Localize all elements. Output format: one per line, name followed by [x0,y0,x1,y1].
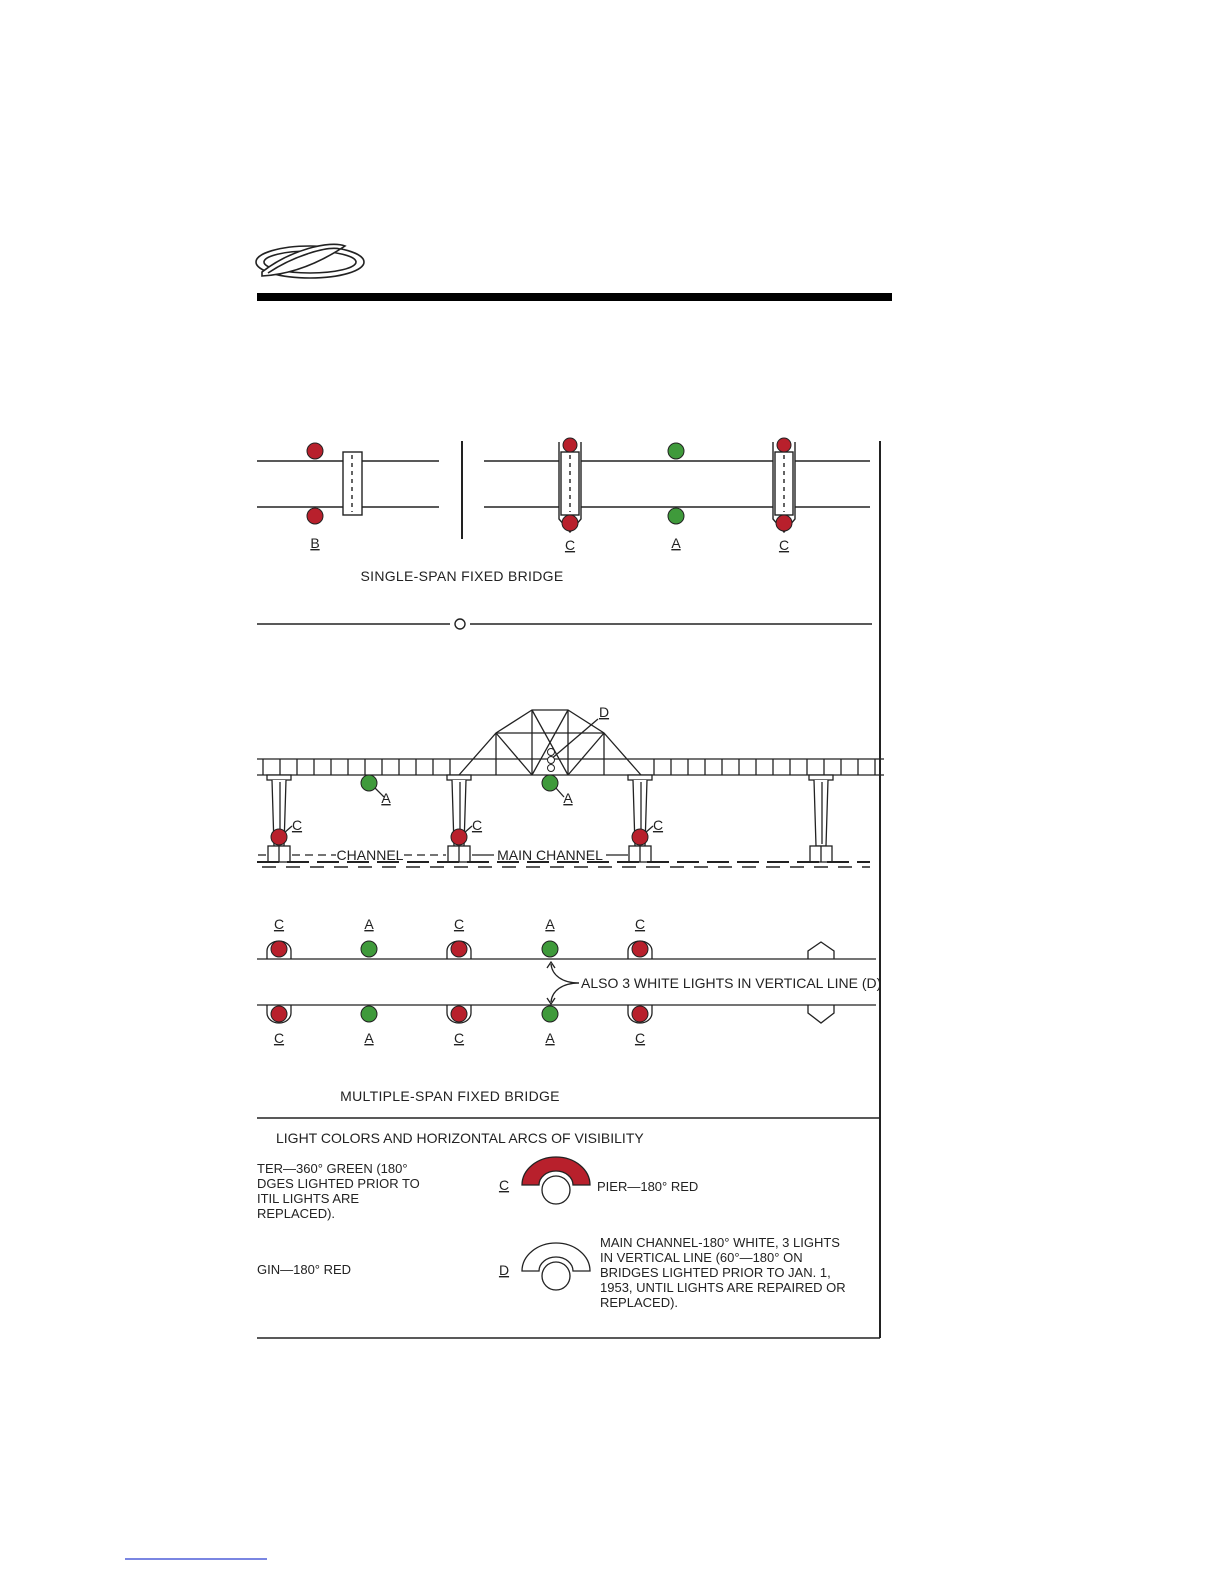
red-light [632,1006,648,1022]
legend-d-line: BRIDGES LIGHTED PRIOR TO JAN. 1, [600,1265,831,1280]
legend-d-line: MAIN CHANNEL-180° WHITE, 3 LIGHTS [600,1235,840,1250]
plan-note: ALSO 3 WHITE LIGHTS IN VERTICAL LINE (D) [581,975,882,991]
legend-d-line: REPLACED). [600,1295,679,1310]
red-light [632,829,648,845]
label-c: C [291,817,303,833]
label-d: D [598,704,610,720]
green-light [361,775,377,791]
red-light [451,829,467,845]
legend-frame [257,1118,880,1338]
channel-label: CHANNEL [336,847,404,863]
red-light [307,508,323,524]
label-a: A [671,535,681,551]
label-a: A [381,790,391,806]
section-divider [257,619,872,629]
main-channel-label: MAIN CHANNEL [497,847,603,863]
plan-top-label: C [273,916,285,932]
bridge-elevation [257,710,884,867]
plan-top-label: C [634,916,646,932]
red-light [563,438,577,452]
label-b: B [310,535,320,551]
plan-top-label: A [545,916,555,932]
plan-bottom-label: A [545,1030,555,1046]
swoosh-logo-icon [256,244,364,278]
green-light [668,443,684,459]
red-light [451,941,467,957]
legend-d-text [600,1235,846,1310]
red-light [271,1006,287,1022]
plan-bottom-label: C [453,1030,465,1046]
red-light [632,941,648,957]
single-span-caption: SINGLE-SPAN FIXED BRIDGE [360,568,564,584]
green-light [668,508,684,524]
legend-d-line: IN VERTICAL LINE (60°—180° ON [600,1250,803,1265]
legend-b-text: GIN—180° RED [257,1262,352,1277]
white-light [548,749,555,756]
red-light [776,515,792,531]
label-c: C [652,817,664,833]
white-light [548,765,555,772]
single-span-left [257,441,462,539]
red-light [451,1006,467,1022]
plan-bottom-label: C [634,1030,646,1046]
legend-d-line: 1953, UNTIL LIGHTS ARE REPAIRED OR [600,1280,846,1295]
red-light [271,829,287,845]
green-light [542,1006,558,1022]
header-rule [257,293,892,301]
label-c: C [564,537,576,553]
legend-c-text: PIER—180° RED [597,1179,699,1194]
red-light [271,941,287,957]
legend-a-line: DGES LIGHTED PRIOR TO [257,1176,420,1191]
label-c: C [471,817,483,833]
multi-span-caption: MULTIPLE-SPAN FIXED BRIDGE [340,1088,560,1104]
green-light [542,775,558,791]
legend-a-text [257,1161,420,1221]
red-light [777,438,791,452]
white-light [548,757,555,764]
red-light [562,515,578,531]
plan-top-label: A [364,916,374,932]
label-a: A [563,790,573,806]
green-light [361,1006,377,1022]
green-light [361,941,377,957]
legend-c-letter: C [498,1177,510,1193]
green-light [542,941,558,957]
legend-a-line: TER—360° GREEN (180° [257,1161,408,1176]
legend-a-line: ITIL LIGHTS ARE [257,1191,360,1206]
legend-a-line: REPLACED). [257,1206,336,1221]
red-light [307,443,323,459]
legend-title: LIGHT COLORS AND HORIZONTAL ARCS OF VISIBILITY [276,1130,644,1146]
legend-c-symbol [522,1157,590,1204]
legend-d-letter: D [498,1262,510,1278]
label-c: C [778,537,790,553]
legend-d-symbol [522,1243,590,1290]
plan-bottom-label: A [364,1030,374,1046]
plan-top-label: C [453,916,465,932]
plan-bottom-label: C [273,1030,285,1046]
